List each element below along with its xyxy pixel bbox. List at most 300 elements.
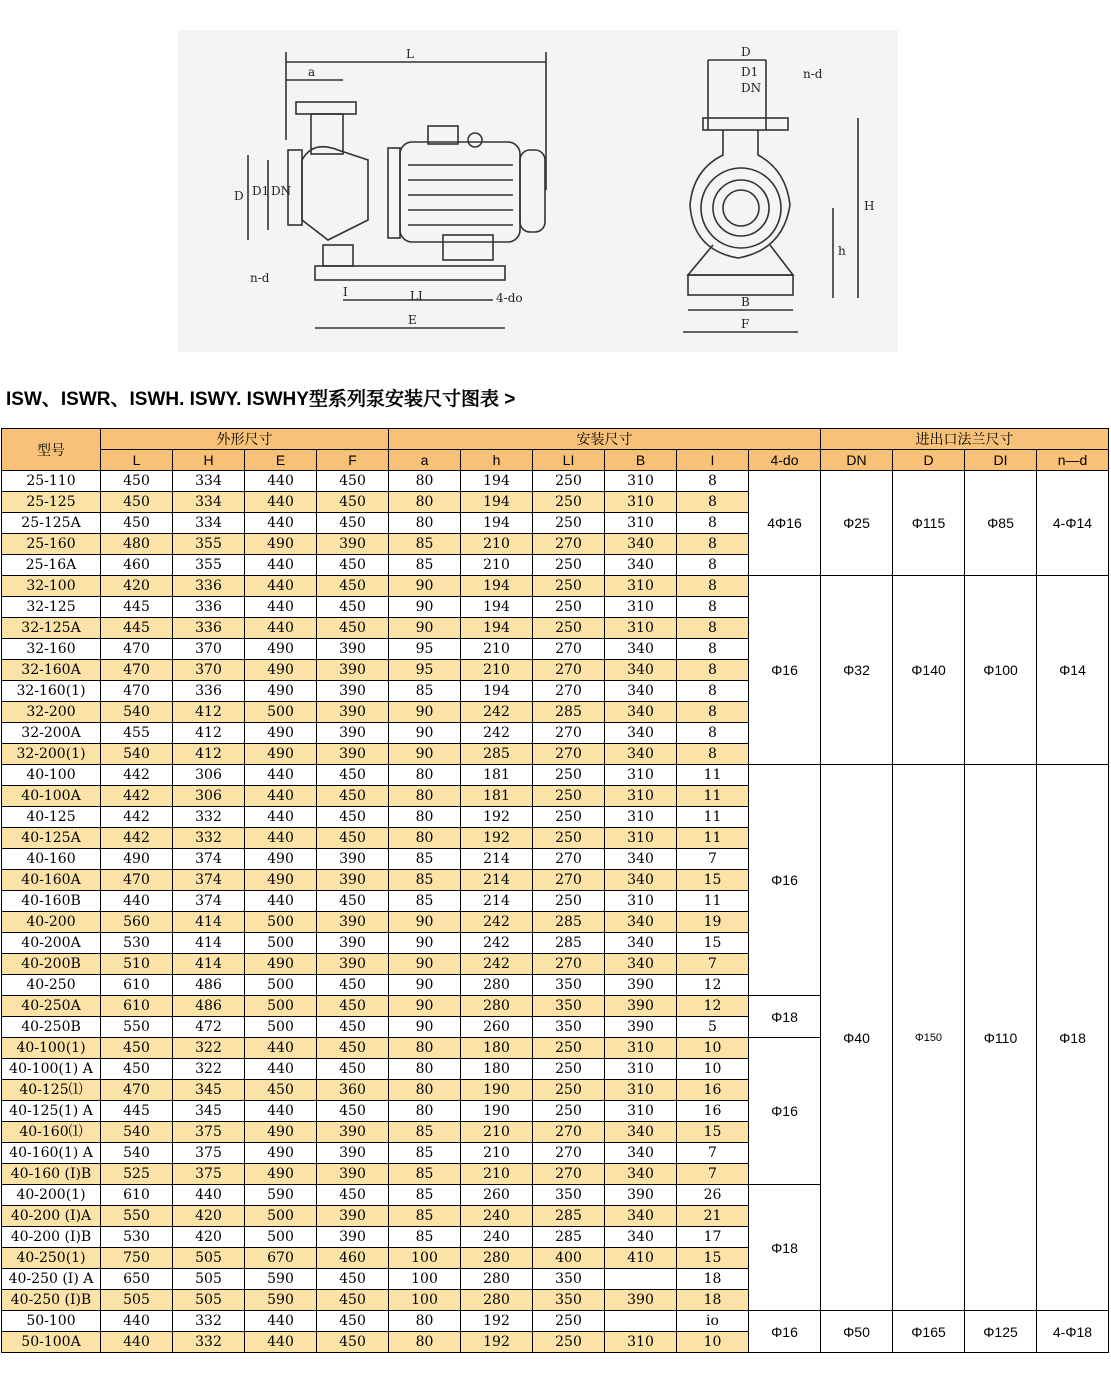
value-cell: 250 — [533, 618, 605, 639]
install-dimension-table — [1, 428, 1109, 1353]
value-cell: 15 — [677, 1248, 749, 1269]
column-header: a — [389, 450, 461, 471]
value-cell: 390 — [605, 1290, 677, 1311]
value-cell: 250 — [533, 471, 605, 492]
value-cell: 440 — [245, 1038, 317, 1059]
value-cell: 450 — [317, 492, 389, 513]
value-cell: 11 — [677, 828, 749, 849]
flange-cell: Φ14 — [1037, 576, 1109, 765]
value-cell: 8 — [677, 555, 749, 576]
value-cell: 250 — [533, 597, 605, 618]
value-cell: 450 — [317, 828, 389, 849]
value-cell: 450 — [317, 1185, 389, 1206]
value-cell: 332 — [173, 1332, 245, 1353]
value-cell: 21 — [677, 1206, 749, 1227]
value-cell: 194 — [461, 618, 533, 639]
value-cell: 440 — [245, 555, 317, 576]
value-cell: 85 — [389, 534, 461, 555]
flange-cell: Φ50 — [821, 1311, 893, 1353]
value-cell: 100 — [389, 1269, 461, 1290]
value-cell: 310 — [605, 891, 677, 912]
value-cell: 85 — [389, 1227, 461, 1248]
value-cell: 80 — [389, 492, 461, 513]
value-cell: 525 — [101, 1164, 173, 1185]
value-cell: 390 — [605, 996, 677, 1017]
value-cell: 540 — [101, 744, 173, 765]
value-cell: 340 — [605, 912, 677, 933]
value-cell: 242 — [461, 954, 533, 975]
value-cell: 450 — [317, 765, 389, 786]
value-cell: 250 — [533, 1311, 605, 1332]
model-cell: 32-200 — [2, 702, 101, 723]
value-cell: 8 — [677, 513, 749, 534]
model-cell: 40-250 (I)B — [2, 1290, 101, 1311]
value-cell: 10 — [677, 1038, 749, 1059]
model-cell: 40-125⑴ — [2, 1080, 101, 1101]
value-cell: 340 — [605, 702, 677, 723]
value-cell: 486 — [173, 996, 245, 1017]
value-cell: 470 — [101, 660, 173, 681]
flange-cell: Φ100 — [965, 576, 1037, 765]
value-cell: 250 — [533, 492, 605, 513]
value-cell: 310 — [605, 1080, 677, 1101]
value-cell: 90 — [389, 597, 461, 618]
value-cell: 181 — [461, 765, 533, 786]
value-cell: 460 — [317, 1248, 389, 1269]
bolt-hole-cell: 4Φ16 — [749, 471, 821, 576]
value-cell: 610 — [101, 975, 173, 996]
value-cell: 90 — [389, 618, 461, 639]
value-cell: 270 — [533, 723, 605, 744]
model-cell: 40-100 — [2, 765, 101, 786]
value-cell: 80 — [389, 1311, 461, 1332]
value-cell: 280 — [461, 996, 533, 1017]
column-header: I — [677, 450, 749, 471]
value-cell: 80 — [389, 1038, 461, 1059]
value-cell: 90 — [389, 996, 461, 1017]
flange-cell: Φ115 — [893, 471, 965, 576]
value-cell: 340 — [605, 870, 677, 891]
value-cell: 440 — [245, 765, 317, 786]
flange-cell: Φ165 — [893, 1311, 965, 1353]
value-cell: 340 — [605, 534, 677, 555]
value-cell: 450 — [317, 996, 389, 1017]
value-cell: 7 — [677, 954, 749, 975]
value-cell: 500 — [245, 933, 317, 954]
value-cell: 350 — [533, 1017, 605, 1038]
value-cell: 12 — [677, 975, 749, 996]
value-cell: 8 — [677, 723, 749, 744]
value-cell: 370 — [173, 639, 245, 660]
value-cell: 80 — [389, 513, 461, 534]
value-cell: 450 — [317, 555, 389, 576]
column-header: B — [605, 450, 677, 471]
bolt-hole-cell: Φ18 — [749, 1185, 821, 1311]
column-header: D — [893, 450, 965, 471]
value-cell: 490 — [245, 849, 317, 870]
value-cell: 194 — [461, 513, 533, 534]
value-cell: 445 — [101, 618, 173, 639]
value-cell: 11 — [677, 786, 749, 807]
value-cell: 450 — [317, 576, 389, 597]
value-cell: 80 — [389, 1101, 461, 1122]
value-cell: 455 — [101, 723, 173, 744]
value-cell: 322 — [173, 1038, 245, 1059]
value-cell: 505 — [173, 1269, 245, 1290]
value-cell: 12 — [677, 996, 749, 1017]
value-cell: 390 — [317, 933, 389, 954]
value-cell: 490 — [245, 660, 317, 681]
value-cell: 260 — [461, 1017, 533, 1038]
value-cell: 270 — [533, 1164, 605, 1185]
value-cell: 340 — [605, 744, 677, 765]
value-cell: 250 — [533, 1059, 605, 1080]
value-cell: 450 — [317, 1038, 389, 1059]
model-cell: 40-250(1) — [2, 1248, 101, 1269]
value-cell: 442 — [101, 786, 173, 807]
model-cell: 40-200(1) — [2, 1185, 101, 1206]
value-cell: 16 — [677, 1101, 749, 1122]
model-cell: 25-110 — [2, 471, 101, 492]
model-cell: 40-160 — [2, 849, 101, 870]
value-cell: 490 — [245, 639, 317, 660]
model-cell: 32-160A — [2, 660, 101, 681]
front-h-label: h — [838, 244, 846, 258]
value-cell: 334 — [173, 492, 245, 513]
value-cell: 80 — [389, 807, 461, 828]
value-cell: 90 — [389, 702, 461, 723]
value-cell: 350 — [533, 996, 605, 1017]
value-cell: 11 — [677, 807, 749, 828]
value-cell: 180 — [461, 1059, 533, 1080]
value-cell: 85 — [389, 555, 461, 576]
value-cell: 490 — [245, 870, 317, 891]
model-cell: 32-160 — [2, 639, 101, 660]
value-cell: 470 — [101, 681, 173, 702]
value-cell: 80 — [389, 1080, 461, 1101]
value-cell: 310 — [605, 492, 677, 513]
value-cell: 530 — [101, 1227, 173, 1248]
value-cell: 440 — [245, 471, 317, 492]
dim-nd-label: n-d — [250, 271, 270, 285]
table-body — [2, 471, 1109, 1353]
value-cell: 500 — [245, 996, 317, 1017]
value-cell: 310 — [605, 576, 677, 597]
value-cell: 95 — [389, 639, 461, 660]
value-cell: 345 — [173, 1080, 245, 1101]
value-cell: 470 — [101, 639, 173, 660]
value-cell: 390 — [317, 1227, 389, 1248]
pump-drawing — [178, 30, 898, 352]
group-header-install: 安装尺寸 — [389, 429, 821, 450]
value-cell: 400 — [533, 1248, 605, 1269]
pump-installation-diagram — [178, 30, 898, 352]
value-cell: 80 — [389, 765, 461, 786]
value-cell: 350 — [533, 975, 605, 996]
value-cell: 270 — [533, 849, 605, 870]
column-header: 4-do — [749, 450, 821, 471]
value-cell: 540 — [101, 1143, 173, 1164]
value-cell: 670 — [245, 1248, 317, 1269]
value-cell: 270 — [533, 1143, 605, 1164]
value-cell: 310 — [605, 513, 677, 534]
value-cell: 181 — [461, 786, 533, 807]
value-cell: 310 — [605, 786, 677, 807]
value-cell: 440 — [245, 576, 317, 597]
value-cell: 190 — [461, 1101, 533, 1122]
value-cell: 250 — [533, 1101, 605, 1122]
value-cell: 8 — [677, 681, 749, 702]
value-cell: 412 — [173, 702, 245, 723]
value-cell: 480 — [101, 534, 173, 555]
value-cell: 17 — [677, 1227, 749, 1248]
value-cell: 340 — [605, 954, 677, 975]
value-cell: 390 — [317, 723, 389, 744]
flange-cell: Φ32 — [821, 576, 893, 765]
value-cell: 11 — [677, 891, 749, 912]
value-cell: 345 — [173, 1101, 245, 1122]
flange-cell: Φ18 — [1037, 765, 1109, 1311]
value-cell: 242 — [461, 723, 533, 744]
dim-a-label: a — [308, 65, 316, 79]
value-cell: 270 — [533, 954, 605, 975]
value-cell: 250 — [533, 807, 605, 828]
value-cell: 7 — [677, 1143, 749, 1164]
model-cell: 40-160 (I)B — [2, 1164, 101, 1185]
value-cell: 285 — [533, 1227, 605, 1248]
group-header-flange: 进出口法兰尺寸 — [821, 429, 1109, 450]
value-cell: 450 — [317, 1290, 389, 1311]
value-cell: 15 — [677, 1122, 749, 1143]
value-cell: 340 — [605, 639, 677, 660]
model-cell: 40-125A — [2, 828, 101, 849]
value-cell: 340 — [605, 1122, 677, 1143]
value-cell: 15 — [677, 870, 749, 891]
value-cell: 285 — [533, 912, 605, 933]
value-cell: 306 — [173, 765, 245, 786]
value-cell: 26 — [677, 1185, 749, 1206]
model-cell: 32-125A — [2, 618, 101, 639]
value-cell: 336 — [173, 576, 245, 597]
value-cell: 90 — [389, 954, 461, 975]
value-cell: 450 — [317, 1017, 389, 1038]
value-cell: 192 — [461, 1332, 533, 1353]
value-cell: 310 — [605, 765, 677, 786]
value-cell: 210 — [461, 1164, 533, 1185]
value-cell: 440 — [101, 891, 173, 912]
value-cell: 85 — [389, 1185, 461, 1206]
value-cell: 540 — [101, 702, 173, 723]
value-cell: 390 — [317, 639, 389, 660]
value-cell: 374 — [173, 891, 245, 912]
value-cell: 8 — [677, 639, 749, 660]
value-cell: 85 — [389, 891, 461, 912]
model-cell: 40-100(1) — [2, 1038, 101, 1059]
value-cell: 370 — [173, 660, 245, 681]
model-cell: 32-200(1) — [2, 744, 101, 765]
front-B-label: B — [741, 295, 750, 309]
value-cell — [605, 1311, 677, 1332]
model-cell: 40-125 — [2, 807, 101, 828]
value-cell: 500 — [245, 975, 317, 996]
value-cell: 650 — [101, 1269, 173, 1290]
value-cell: 505 — [101, 1290, 173, 1311]
model-cell: 32-100 — [2, 576, 101, 597]
model-cell: 40-200 (I)A — [2, 1206, 101, 1227]
value-cell: 194 — [461, 471, 533, 492]
value-cell — [605, 1269, 677, 1290]
flange-cell: Φ110 — [965, 765, 1037, 1311]
value-cell: 240 — [461, 1206, 533, 1227]
value-cell: 270 — [533, 870, 605, 891]
model-cell: 40-160B — [2, 891, 101, 912]
value-cell: 8 — [677, 744, 749, 765]
value-cell: 250 — [533, 1332, 605, 1353]
value-cell: 10 — [677, 1059, 749, 1080]
value-cell: 80 — [389, 828, 461, 849]
value-cell: 192 — [461, 828, 533, 849]
value-cell: 250 — [533, 1080, 605, 1101]
value-cell: 490 — [245, 681, 317, 702]
value-cell: 450 — [317, 471, 389, 492]
bolt-hole-cell: Φ16 — [749, 1311, 821, 1353]
model-cell: 25-16A — [2, 555, 101, 576]
value-cell: 242 — [461, 702, 533, 723]
value-cell: 340 — [605, 1143, 677, 1164]
value-cell: 90 — [389, 576, 461, 597]
model-cell: 50-100 — [2, 1311, 101, 1332]
model-cell: 25-125 — [2, 492, 101, 513]
dim-L-label: L — [406, 47, 414, 61]
value-cell: 8 — [677, 660, 749, 681]
table-heading: ISW、ISWR、ISWH. ISWY. ISWHY型系列泵安装尺寸图表 > — [6, 389, 516, 410]
value-cell: 390 — [317, 660, 389, 681]
model-cell: 25-160 — [2, 534, 101, 555]
front-nd-label: n-d — [803, 67, 823, 81]
model-cell: 40-125(1) A — [2, 1101, 101, 1122]
value-cell: 390 — [317, 534, 389, 555]
value-cell: 90 — [389, 1017, 461, 1038]
value-cell: 194 — [461, 681, 533, 702]
value-cell: 440 — [245, 513, 317, 534]
model-cell: 40-160⑴ — [2, 1122, 101, 1143]
value-cell: 390 — [605, 1185, 677, 1206]
dim-4do-label: 4-do — [496, 291, 523, 305]
value-cell: 310 — [605, 1332, 677, 1353]
value-cell: 8 — [677, 597, 749, 618]
value-cell: 472 — [173, 1017, 245, 1038]
value-cell: 442 — [101, 828, 173, 849]
value-cell: 250 — [533, 555, 605, 576]
flange-cell: Φ150 — [893, 765, 965, 1311]
model-header: 型号 — [2, 429, 101, 471]
column-header: n—d — [1037, 450, 1109, 471]
column-header: h — [461, 450, 533, 471]
value-cell: 440 — [101, 1311, 173, 1332]
model-cell: 40-200 (I)B — [2, 1227, 101, 1248]
model-cell: 40-100A — [2, 786, 101, 807]
value-cell: 460 — [101, 555, 173, 576]
value-cell: 590 — [245, 1185, 317, 1206]
dim-D-label: D — [234, 189, 244, 203]
value-cell: 250 — [533, 513, 605, 534]
value-cell: 340 — [605, 1206, 677, 1227]
column-header: F — [317, 450, 389, 471]
value-cell: 414 — [173, 912, 245, 933]
value-cell: 490 — [245, 1164, 317, 1185]
value-cell: 414 — [173, 954, 245, 975]
value-cell: 5 — [677, 1017, 749, 1038]
value-cell: 90 — [389, 744, 461, 765]
value-cell: 440 — [245, 1332, 317, 1353]
value-cell: 310 — [605, 1059, 677, 1080]
value-cell: 242 — [461, 933, 533, 954]
value-cell: 390 — [317, 912, 389, 933]
value-cell: 310 — [605, 807, 677, 828]
value-cell: 490 — [245, 534, 317, 555]
value-cell: 194 — [461, 597, 533, 618]
value-cell: 590 — [245, 1269, 317, 1290]
flange-cell: Φ25 — [821, 471, 893, 576]
value-cell: 334 — [173, 513, 245, 534]
value-cell: 490 — [245, 1122, 317, 1143]
value-cell: 280 — [461, 1290, 533, 1311]
value-cell: 214 — [461, 849, 533, 870]
value-cell: 336 — [173, 681, 245, 702]
value-cell: 390 — [317, 870, 389, 891]
value-cell: 442 — [101, 765, 173, 786]
value-cell: 210 — [461, 660, 533, 681]
value-cell: 500 — [245, 912, 317, 933]
value-cell: 390 — [317, 1164, 389, 1185]
value-cell: 100 — [389, 1248, 461, 1269]
value-cell: 440 — [245, 807, 317, 828]
value-cell: 310 — [605, 828, 677, 849]
value-cell: 375 — [173, 1164, 245, 1185]
value-cell: 490 — [101, 849, 173, 870]
value-cell: 450 — [317, 1059, 389, 1080]
value-cell: 19 — [677, 912, 749, 933]
value-cell: 8 — [677, 471, 749, 492]
value-cell: 414 — [173, 933, 245, 954]
dim-LI-label: LI — [410, 289, 423, 303]
value-cell: 450 — [317, 1332, 389, 1353]
value-cell: 80 — [389, 1332, 461, 1353]
value-cell: 214 — [461, 891, 533, 912]
value-cell: 505 — [173, 1248, 245, 1269]
value-cell: 16 — [677, 1080, 749, 1101]
value-cell: 8 — [677, 492, 749, 513]
value-cell: 80 — [389, 471, 461, 492]
value-cell: 450 — [317, 1101, 389, 1122]
model-cell: 40-100(1) A — [2, 1059, 101, 1080]
front-D1-label: D1 — [741, 65, 759, 79]
value-cell: 355 — [173, 534, 245, 555]
value-cell: 95 — [389, 660, 461, 681]
value-cell: 15 — [677, 933, 749, 954]
bolt-hole-cell: Φ16 — [749, 1038, 821, 1185]
value-cell: 340 — [605, 723, 677, 744]
value-cell: 450 — [101, 471, 173, 492]
value-cell: 450 — [101, 1059, 173, 1080]
value-cell: 260 — [461, 1185, 533, 1206]
value-cell: 310 — [605, 1038, 677, 1059]
value-cell: 340 — [605, 849, 677, 870]
value-cell: 390 — [317, 744, 389, 765]
model-cell: 40-160A — [2, 870, 101, 891]
flange-cell: Φ85 — [965, 471, 1037, 576]
value-cell: 470 — [101, 1080, 173, 1101]
